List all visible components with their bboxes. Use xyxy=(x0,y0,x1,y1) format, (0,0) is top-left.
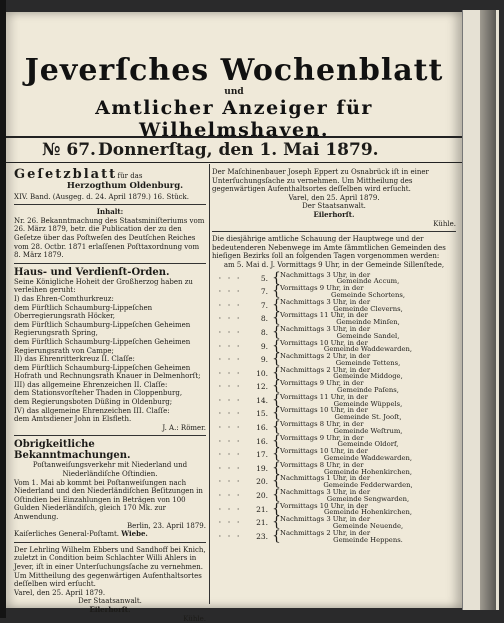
schedule-event-line: Nachmittags 3 Uhr, in der xyxy=(280,270,371,279)
orden-list xyxy=(14,295,206,424)
leader-dots: · · · xyxy=(218,409,242,419)
schedule-day: 9. xyxy=(260,355,268,365)
schedule-row xyxy=(212,296,456,313)
gesetzblatt-band: XIV. Band. (Ausgeg. d. 24. April 1879.) 16. Stück. xyxy=(14,192,189,201)
gesetzblatt-title: Geſetzblatt xyxy=(14,167,118,182)
brace-glyph: { xyxy=(272,310,281,327)
schedule-event-line: Nachmittags 2 Uhr, in der xyxy=(280,528,371,537)
schedule-event xyxy=(280,530,456,544)
schedule-event-line: Gemeinde Weſtrum, xyxy=(333,426,403,435)
masthead-und: und xyxy=(224,87,244,97)
schedule-event-line: Gemeinde Oldorf, xyxy=(337,440,399,449)
schedule-day: 5. xyxy=(260,273,268,283)
brace-glyph: { xyxy=(272,514,281,531)
schedule-row xyxy=(212,391,456,408)
schedule-row xyxy=(212,459,456,476)
schedule-event xyxy=(280,367,456,381)
schedule-event xyxy=(280,462,456,476)
schedule-day: 8. xyxy=(260,314,268,324)
brace-glyph: { xyxy=(272,473,281,490)
brace-glyph: { xyxy=(272,283,281,300)
separator xyxy=(212,231,456,232)
schedule-event xyxy=(280,394,456,408)
brace-glyph: { xyxy=(272,432,281,449)
schedule-event xyxy=(280,340,456,354)
schedule-event xyxy=(280,421,456,435)
schedule-event xyxy=(280,516,456,530)
schedule-event xyxy=(280,435,456,449)
schedule-event-line: Gemeinde Fedderwarden, xyxy=(323,481,413,490)
schedule-event-line: Vormittags 11 Uhr, in der xyxy=(280,392,368,401)
schauung-schedule xyxy=(212,269,456,544)
inhalt-heading: Inhalt: xyxy=(96,207,124,217)
issue-number: № 67. xyxy=(42,140,96,160)
schedule-event-line: Gemeinde Schortens, xyxy=(331,290,405,299)
eppert-notice: Der Maſchinenbauer Joseph Eppert zu Osnabrück iſt in einer Unterſuchungsſache zu vernehmen. Um Mittheilung des gegenwärtigen Aufenthaltsortes deſſelben wird erſucht. xyxy=(212,168,429,194)
leader-dots: · · · xyxy=(218,477,242,487)
orden-list-item: dem Fürſtlich Schaumburg-Lippeſchen Oberregierungsrath Höcker, xyxy=(14,303,153,321)
schedule-day: 7. xyxy=(260,300,268,310)
schedule-event-line: Vormittags 8 Uhr, in der xyxy=(280,460,364,469)
schedule-row xyxy=(212,285,456,299)
leader-dots: · · · xyxy=(218,341,242,351)
schedule-event-line: Nachmittags 2 Uhr, in der xyxy=(280,352,371,361)
brace-glyph: { xyxy=(272,487,281,504)
schedule-row xyxy=(212,269,456,286)
schedule-event-line: Gemeinde Hohenkirchen, xyxy=(323,467,413,476)
schedule-row xyxy=(212,516,456,530)
right-column xyxy=(212,168,456,543)
brace-glyph: { xyxy=(272,351,281,368)
newspaper-page xyxy=(6,12,462,623)
brace-glyph: { xyxy=(272,527,281,544)
inhalt-text: Nr. 26. Bekanntmachung des Staatsminiſteriums vom 26. März 1879, betr. die Publication der zu den Geſetze über das Poſtweſen des Deutſchen Reiches vom 28. Octbr. 1871 erlaſſenen Poſttaxordnung vom 8. März 1879. xyxy=(14,216,205,260)
schedule-event-line: Nachmittags 3 Uhr, in der xyxy=(280,515,371,524)
orden-list-item: IV) das allgemeine Ehrenzeichen III. Claſſe: xyxy=(14,406,170,415)
leader-dots: · · · xyxy=(218,450,242,460)
schedule-event-line: Gemeinde Paſens, xyxy=(337,386,399,395)
schedule-row xyxy=(212,489,456,503)
schedule-event-line: Nachmittags 1 Uhr, in der xyxy=(280,474,371,483)
column-divider xyxy=(209,164,210,604)
brace-glyph: { xyxy=(272,446,281,463)
notice-office: Der Staatsanwalt. xyxy=(78,597,142,606)
schedule-event-line: Vormittags 9 Uhr, in der xyxy=(280,284,364,293)
schedule-day: 17. xyxy=(256,450,268,460)
schedule-row xyxy=(212,475,456,489)
schauung-first: am 5. Mai d. J. Vormittags 9 Uhr, in der Gemeinde Sillenſtede, xyxy=(223,260,445,269)
schedule-row xyxy=(212,421,456,435)
schedule-event-line: Gemeinde Wüppels, xyxy=(333,399,403,408)
masthead-title: Jeverſches Wochenblatt xyxy=(24,53,444,88)
brace-glyph: { xyxy=(272,296,281,313)
obrigkeitliche-place: Berlin, 23. April 1879. xyxy=(126,521,206,530)
leader-dots: · · · xyxy=(218,327,242,337)
schedule-row xyxy=(212,312,456,326)
eppert-signature: Kühle. xyxy=(433,219,456,228)
orden-text: Seine Königliche Hoheit der Großherzog haben zu verleihen geruht: xyxy=(14,277,193,295)
orden-heading: Haus- und Verdienſt-Orden. xyxy=(14,266,170,278)
masthead-subtitle: Amtlicher Anzeiger für Wilhelmshaven. xyxy=(95,97,373,141)
schedule-row xyxy=(212,432,456,449)
schedule-event-line: Nachmittags 3 Uhr, in der xyxy=(280,488,371,497)
notice-text: Der Lehrling Wilhelm Ebbers und Sandhoff bei Knich, zuletzt in Condition beim Schlachter Willi Ahlers in Jever, iſt in einer Unterſuchungsſache zu vernehmen. Um Mittheilung des gegenwärtigen Aufenthaltsortes deſſelben wird erſucht. xyxy=(14,545,206,589)
schedule-event-line: Vormittags 10 Uhr, in der xyxy=(280,447,368,456)
notice-place: Varel, den 25. April 1879. xyxy=(14,588,106,597)
schedule-event xyxy=(280,475,456,489)
schedule-event-line: Vormittags 10 Uhr, in der xyxy=(280,406,368,415)
schedule-event xyxy=(280,448,456,462)
brace-glyph: { xyxy=(272,364,281,381)
brace-glyph: { xyxy=(272,459,281,476)
leader-dots: · · · xyxy=(218,355,242,365)
leader-dots: · · · xyxy=(218,300,242,310)
schedule-day: 9. xyxy=(260,341,268,351)
brace-glyph: { xyxy=(272,323,281,340)
obrigkeitliche-heading: Obrigkeitliche Bekanntmachungen. xyxy=(14,439,131,462)
brace-glyph: { xyxy=(272,391,281,408)
orden-list-item: I) das Ehren-Comthurkreuz: xyxy=(14,294,114,303)
schedule-event-line: Nachmittags 2 Uhr, in der xyxy=(280,365,371,374)
schedule-event-line: Vormittags 8 Uhr, in der xyxy=(280,420,364,429)
schedule-event xyxy=(280,503,456,517)
gesetzblatt-fuer: für das xyxy=(117,172,143,180)
schedule-event-line: Gemeinde Cleverns, xyxy=(333,304,403,313)
obrigkeitliche-text: Vom 1. Mai ab kommt bei Poſtanweiſungen nach Niederland und den Niederländiſchen Beſitzungen in Oſtindien bei Einzahlungen in Beträgen von 100 Gulden Niederländiſch, gleich 170 Mk. zur Anwendung. xyxy=(14,478,203,521)
schedule-day: 16. xyxy=(256,436,268,446)
brace-glyph: { xyxy=(272,378,281,395)
orden-signature: J. A.: Römer. xyxy=(162,423,206,432)
schedule-event xyxy=(280,380,456,394)
schedule-day: 23. xyxy=(256,531,268,541)
schedule-row xyxy=(212,448,456,462)
schedule-event xyxy=(280,326,456,340)
schedule-event xyxy=(280,312,456,326)
schedule-row xyxy=(212,527,456,544)
leader-dots: · · · xyxy=(218,531,242,541)
leader-dots: · · · xyxy=(218,423,242,433)
schedule-event-line: Vormittags 10 Uhr, in der xyxy=(280,501,368,510)
leader-dots: · · · xyxy=(218,287,242,297)
schedule-event-line: Nachmittags 3 Uhr, in der xyxy=(280,297,371,306)
schedule-day: 20. xyxy=(256,491,268,501)
schedule-day: 19. xyxy=(256,463,268,473)
schedule-day: 14. xyxy=(256,395,268,405)
schedule-day: 21. xyxy=(256,504,268,514)
leader-dots: · · · xyxy=(218,518,242,528)
office-signature: Wiebe. xyxy=(121,529,148,539)
schedule-event-line: Gemeinde Minſen, xyxy=(336,318,400,327)
schedule-day: 10. xyxy=(256,368,268,378)
leader-dots: · · · xyxy=(218,395,242,405)
schedule-day: 8. xyxy=(260,327,268,337)
eppert-name: Eilerhorſt. xyxy=(313,209,355,219)
schedule-row xyxy=(212,364,456,381)
schedule-event-line: Gemeinde Hohenkirchen, xyxy=(323,508,413,517)
schedule-event xyxy=(280,299,456,313)
orden-list-item: II) das Ehrenritterkreuz II. Claſſe: xyxy=(14,355,135,364)
schedule-day: 21. xyxy=(256,518,268,528)
schedule-day: 12. xyxy=(256,382,268,392)
schedule-event xyxy=(280,407,456,421)
schauung-text: Die diesjährige amtliche Schauung der Hauptwege und der bedeutenderen Nebenwege im Amte ſämmtlichen Gemeinden des hieſigen Bezirks ſoll an folgenden Tagen vorgenommen werden: xyxy=(212,235,446,261)
schedule-event-line: Vormittags 9 Uhr, in der xyxy=(280,433,364,442)
schedule-event xyxy=(280,285,456,299)
left-column xyxy=(14,168,206,623)
leader-dots: · · · xyxy=(218,504,242,514)
schedule-row xyxy=(212,407,456,421)
leader-dots: · · · xyxy=(218,273,242,283)
schedule-event-line: Nachmittags 3 Uhr, in der xyxy=(280,324,371,333)
schedule-event-line: Gemeinde Sengwarden, xyxy=(326,494,410,503)
schedule-event xyxy=(280,353,456,367)
schedule-event-line: Vormittags 9 Uhr, in der xyxy=(280,379,364,388)
schedule-day: 7. xyxy=(260,287,268,297)
separator xyxy=(14,263,206,264)
orden-list-item: dem Stationsvorſteher Thaden in Cloppenburg, xyxy=(14,389,183,398)
orden-list-item: dem Fürſtlich Schaumburg-Lippeſchen Geheimen Regierungsrath Spring, xyxy=(14,320,191,338)
brace-glyph: { xyxy=(272,337,281,354)
notice-name: Eilerhorſt. xyxy=(89,604,131,614)
brace-glyph: { xyxy=(272,419,281,436)
notice-signature: Kühle. xyxy=(183,614,206,623)
brace-glyph: { xyxy=(272,269,281,286)
leader-dots: · · · xyxy=(218,382,242,392)
issue-date: Donnerſtag, den 1. Mai 1879. xyxy=(98,140,379,160)
separator xyxy=(14,542,206,543)
schedule-event-line: Gemeinde Waddewarden, xyxy=(323,345,413,354)
schedule-event-line: Gemeinde Sandel, xyxy=(336,331,400,340)
schedule-event-line: Gemeinde Middoge, xyxy=(333,372,403,381)
schedule-day: 16. xyxy=(256,423,268,433)
office-name: Kaiſerliches General-Poſtamt. xyxy=(14,530,119,539)
brace-glyph: { xyxy=(272,500,281,517)
eppert-place: Varel, den 25. April 1879. xyxy=(288,193,380,202)
leader-dots: · · · xyxy=(218,368,242,378)
schedule-event-line: Gemeinde Tettens, xyxy=(335,358,401,367)
schedule-row xyxy=(212,323,456,340)
separator xyxy=(14,204,206,205)
schedule-event-line: Gemeinde Waddewarden, xyxy=(323,454,413,463)
leader-dots: · · · xyxy=(218,491,242,501)
obrigkeitliche-office xyxy=(14,530,206,539)
obrigkeitliche-subheading: Poſtanweiſungsverkehr mit Niederland und Niederländiſche Oſtindien. xyxy=(32,461,188,479)
masthead xyxy=(6,54,462,141)
schedule-event-line: Gemeinde St. Jooſt, xyxy=(334,413,402,422)
masthead-rule xyxy=(6,136,462,138)
orden-list-item: dem Fürſtlich Schaumburg-Lippeſchen Geheimen Regierungsrath von Campe; xyxy=(14,337,191,355)
leader-dots: · · · xyxy=(218,314,242,324)
schedule-row xyxy=(212,380,456,394)
schedule-event-line: Vormittags 11 Uhr, in der xyxy=(280,311,368,320)
schedule-row xyxy=(212,500,456,517)
leader-dots: · · · xyxy=(218,463,242,473)
orden-list-item: dem Amtsdiener John in Elsfleth. xyxy=(14,415,132,424)
orden-list-item: dem Fürſtlich Schaumburg-Lippeſchen Geheimen Hofrath und Rechnungsrath Knauer in Delmenhorſt; xyxy=(14,363,201,381)
book-binding xyxy=(480,10,496,610)
orden-list-item: dem Regierungsboten Düßing in Oldenburg; xyxy=(14,398,173,407)
orden-list-item: III) das allgemeine Ehrenzeichen II. Claſſe: xyxy=(14,380,168,389)
brace-glyph: { xyxy=(272,405,281,422)
gesetzblatt-land: Herzogthum Oldenburg. xyxy=(66,180,184,191)
schedule-event-line: Gemeinde Neuende, xyxy=(332,522,404,531)
schedule-event-line: Vormittags 10 Uhr, in der xyxy=(280,338,368,347)
schedule-event xyxy=(280,272,456,286)
schedule-event xyxy=(280,489,456,503)
leader-dots: · · · xyxy=(218,436,242,446)
schedule-day: 15. xyxy=(256,409,268,419)
schedule-row xyxy=(212,337,456,354)
eppert-office: Der Staatsanwalt. xyxy=(302,202,366,211)
separator xyxy=(14,435,206,436)
schedule-day: 20. xyxy=(256,477,268,487)
schedule-event-line: Gemeinde Accum, xyxy=(336,277,400,286)
schedule-row xyxy=(212,353,456,367)
issue-rule xyxy=(6,162,462,163)
schedule-event-line: Gemeinde Heppens. xyxy=(333,535,403,544)
